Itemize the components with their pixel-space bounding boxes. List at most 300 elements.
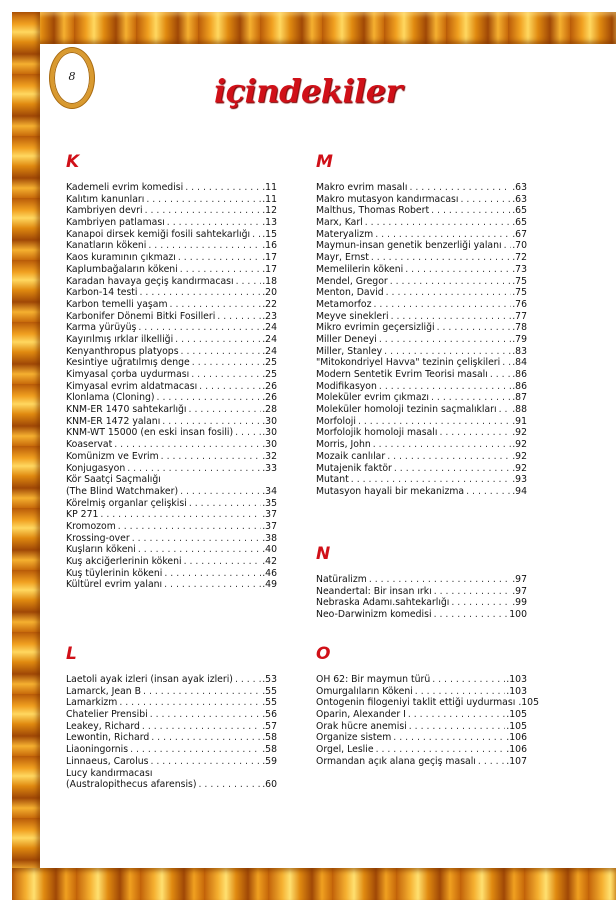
dot-leader: [386, 287, 512, 299]
index-entry: [316, 709, 527, 721]
dot-leader: [199, 381, 261, 393]
entry-name: Mozaik canlılar: [316, 450, 386, 462]
entry-name: Kimyasal evrim aldatmacası: [66, 380, 198, 392]
index-entry: [66, 194, 277, 206]
entry-page: .16: [262, 240, 277, 252]
dot-leader: [431, 205, 511, 217]
index-section-m: [316, 152, 527, 498]
index-entry: [66, 381, 277, 393]
entry-name: Moleküler homoloji tezinin saçmalıkları: [316, 404, 497, 416]
entry-name: Kuş akciğerlerinin kökeni: [66, 556, 182, 567]
entry-page: .28: [262, 404, 277, 416]
entry-name: Lamarkizm: [66, 697, 118, 709]
entry-name: Kimyasal çorba uydurması: [66, 369, 190, 380]
index-entry: [66, 756, 277, 768]
index-entry: [66, 205, 277, 217]
entry-page: .13: [262, 217, 277, 229]
entry-name: OH 62: Bir maymun türü: [316, 674, 431, 685]
index-entry: [316, 299, 527, 311]
index-entry: [66, 721, 277, 733]
entry-name: Morfolojik homoloji masalı: [316, 427, 438, 439]
entry-name: Kenyanthropus platyops: [66, 345, 179, 357]
index-entry: [316, 194, 527, 206]
decorative-frame-left: [12, 12, 40, 900]
index-entry: [66, 264, 277, 276]
dot-leader: [142, 721, 261, 733]
index-entry: [66, 533, 277, 545]
dot-leader: [376, 744, 506, 756]
entry-name: Koaservat: [66, 439, 113, 451]
index-entry: [316, 586, 527, 598]
dot-leader: [151, 732, 261, 744]
entry-page: .76: [512, 298, 527, 310]
entry-page: .86: [512, 380, 527, 392]
page-title: içindekiler: [214, 72, 402, 110]
page-number: 8: [68, 70, 76, 83]
dot-leader: [138, 322, 261, 334]
dot-leader: [164, 568, 261, 580]
index-entry: [316, 439, 527, 451]
dot-leader: [191, 369, 261, 381]
entry-name: KNM-ER 1470 sahtekarlığı: [66, 404, 187, 416]
entry-page: .97: [512, 574, 527, 585]
dot-leader: [387, 451, 511, 463]
entry-page: .37: [262, 520, 277, 532]
entry-name: KNM-ER 1472 yalanı: [66, 415, 161, 427]
index-entry: [316, 217, 527, 229]
entry-page: .26: [262, 380, 277, 392]
entry-name: Kesintiye uğratılmış denge: [66, 357, 190, 369]
entry-name: Komünizm ve Evrim: [66, 450, 159, 462]
index-section-o: [316, 644, 540, 768]
dot-leader: [466, 486, 511, 498]
entry-page: .83: [512, 345, 527, 357]
dot-leader: [192, 357, 261, 369]
entry-name: Klonlama (Cloning): [66, 392, 155, 404]
dot-leader: [409, 182, 511, 194]
dot-leader: [180, 486, 261, 498]
index-entry: [316, 334, 527, 346]
dot-leader: [175, 334, 261, 346]
entry-name: Meyve sinekleri: [316, 310, 389, 322]
dot-leader: [127, 463, 261, 475]
dot-leader: [189, 404, 262, 416]
entry-page: .65: [512, 217, 527, 229]
entry-name: Lamarck, Jean B: [66, 685, 142, 697]
entry-page: .103: [506, 674, 527, 685]
dot-leader: [504, 240, 512, 252]
entry-page: .11: [262, 182, 277, 193]
dot-leader: [439, 427, 511, 439]
index-entry: [66, 252, 277, 264]
entry-page: .17: [262, 263, 277, 275]
entry-name: Kanapoi dirsek kemiği fosili sahtekarlığı: [66, 228, 251, 240]
dot-leader: [146, 194, 261, 206]
index-entry: [66, 709, 277, 721]
entry-page: .24: [262, 333, 277, 345]
entry-page: .12: [262, 205, 277, 217]
entry-page: .92: [512, 462, 527, 474]
index-entry: [66, 509, 277, 521]
entry-page: .59: [262, 755, 277, 767]
entry-name: (Australopithecus afarensis): [66, 779, 197, 791]
dot-leader: [184, 556, 262, 568]
index-entry: [66, 579, 277, 591]
dot-leader: [390, 276, 512, 288]
entry-name: Omurgalıların Kökeni: [316, 685, 413, 697]
dot-leader: [100, 509, 261, 521]
dot-leader: [167, 217, 261, 229]
dot-leader: [199, 779, 262, 791]
entry-name: Miller Deneyi: [316, 333, 377, 345]
entry-name: Modifikasyon: [316, 380, 377, 392]
dot-leader: [252, 229, 261, 241]
entry-page: .49: [262, 579, 277, 591]
entry-page: .106: [506, 744, 527, 756]
index-entry: [66, 463, 277, 475]
index-entry: [316, 229, 527, 241]
entry-name: Orak hücre anemisi: [316, 720, 407, 732]
entry-name: Kuş tüylerinin kökeni: [66, 567, 163, 579]
index-entry: [66, 427, 277, 439]
dot-leader: [150, 709, 262, 721]
entry-page: .53: [262, 674, 277, 685]
entry-page: .92: [512, 450, 527, 462]
dot-leader: [119, 697, 261, 709]
entry-name: (The Blind Watchmaker): [66, 485, 179, 497]
entry-page: .11: [262, 193, 277, 205]
entry-name: Kayırılmış ırklar ilkelliği: [66, 333, 174, 345]
entry-name: Mutajenik faktör: [316, 462, 392, 474]
entry-name: Lewontin, Richard: [66, 732, 150, 744]
index-entry: [66, 217, 277, 229]
dot-leader: [235, 427, 261, 439]
dot-leader: [437, 322, 512, 334]
index-entry: [316, 463, 527, 475]
entry-name: Chatelier Prensibi: [66, 709, 148, 721]
index-entry: [66, 768, 277, 780]
entry-page: .58: [262, 744, 277, 756]
entry-name: Mikro evrimin geçersizliği: [316, 322, 435, 334]
entry-page: .30: [262, 439, 277, 451]
entry-name: Kambriyen devri: [66, 205, 143, 217]
entry-page: .92: [512, 439, 527, 451]
entry-name: Mendel, Gregor: [316, 275, 388, 287]
index-entry: [66, 556, 277, 568]
entry-page: .56: [262, 709, 277, 721]
entry-name: Kaplumbağaların kökeni: [66, 263, 178, 275]
entry-name: Krossing-over: [66, 532, 130, 544]
index-entry: [66, 240, 277, 252]
index-entry: [66, 568, 277, 580]
dot-leader: [408, 709, 505, 721]
entry-name: Kültürel evrim yalanı: [66, 579, 163, 591]
index-entry: [316, 357, 527, 369]
dot-leader: [391, 311, 512, 323]
index-entry: [316, 416, 527, 428]
index-entry: [66, 486, 277, 498]
entry-name: Modern Sentetik Evrim Teorisi masalı: [316, 369, 488, 380]
index-entry: [316, 427, 527, 439]
dot-leader: [132, 533, 261, 545]
entry-page: .91: [512, 415, 527, 427]
index-section-n: [316, 544, 527, 621]
entry-page: .35: [262, 497, 277, 509]
index-entry: [66, 357, 277, 369]
entry-page: .22: [262, 298, 277, 310]
entry-page: .67: [512, 228, 527, 240]
entry-page: .23: [262, 310, 277, 322]
dot-leader: [235, 674, 261, 686]
dot-leader: [409, 721, 506, 733]
entry-name: Morris, John: [316, 439, 371, 451]
entry-page: .75: [512, 275, 527, 287]
entry-page: .105: [506, 720, 527, 732]
dot-leader: [185, 182, 261, 194]
dot-leader: [499, 404, 512, 416]
dot-leader: [170, 299, 262, 311]
entry-page: .32: [262, 450, 277, 462]
entry-page: .37: [262, 509, 277, 521]
entry-name: Materyalizm: [316, 228, 374, 240]
dot-leader: [490, 369, 511, 381]
entry-page: .86: [512, 369, 527, 380]
dot-leader: [145, 205, 262, 217]
entry-page: .17: [262, 252, 277, 264]
index-entry: [316, 287, 527, 299]
entry-page: .103: [506, 685, 527, 697]
entry-page: .70: [512, 240, 527, 252]
entry-page: .15: [262, 228, 277, 240]
dot-leader: [114, 439, 261, 451]
index-entry: [66, 732, 277, 744]
entry-name: Kaos kuramının çıkmazı: [66, 252, 176, 264]
entry-name: Körelmiş organlar çelişkisi: [66, 497, 187, 509]
entry-page: .25: [262, 357, 277, 369]
entry-name: Lucy kandırmacası: [66, 767, 153, 779]
index-entry: [66, 299, 277, 311]
index-entry: [316, 369, 527, 381]
entry-name: Karma yürüyüş: [66, 322, 137, 334]
entry-name: Mutasyon hayali bir mekanizma: [316, 485, 465, 497]
dot-leader: [374, 299, 512, 311]
index-entry: [66, 416, 277, 428]
entry-name: Karbon temelli yaşam: [66, 298, 168, 310]
entry-name: Organize sistem: [316, 732, 392, 744]
index-entry: [66, 229, 277, 241]
dot-leader: [434, 609, 509, 621]
entry-page: .58: [262, 732, 277, 744]
entry-page: .99: [512, 597, 527, 609]
index-entry: [316, 240, 527, 252]
dot-leader: [143, 686, 261, 698]
index-entry: [66, 744, 277, 756]
entry-name: Mayr, Ernst: [316, 252, 369, 264]
entry-name: Liaoningornis: [66, 744, 129, 756]
dot-leader: [431, 392, 511, 404]
entry-name: Oparin, Alexander I: [316, 709, 406, 721]
dot-leader: [415, 686, 506, 698]
entry-page: .84: [512, 357, 527, 369]
index-entry: [66, 392, 277, 404]
index-entry: [66, 311, 277, 323]
index-entry: [316, 381, 527, 393]
index-entry: [66, 276, 277, 288]
dot-leader: [138, 544, 261, 556]
entry-page: .72: [512, 252, 527, 264]
entry-name: Kademeli evrim komedisi: [66, 182, 184, 193]
section-letter: L: [66, 644, 77, 664]
dot-leader: [180, 264, 261, 276]
index-entry: [316, 486, 527, 498]
dot-leader: [217, 311, 261, 323]
index-entry: [66, 439, 277, 451]
entry-name: Neo-Darwinizm komedisi: [316, 609, 432, 621]
index-entry: [66, 498, 277, 510]
entry-page: .87: [512, 392, 527, 404]
index-entry: [316, 264, 527, 276]
index-entry: [66, 451, 277, 463]
index-entry: [316, 205, 527, 217]
index-entry: [316, 697, 540, 709]
dot-leader: [373, 439, 511, 451]
index-entry: [316, 346, 527, 358]
index-entry: [316, 732, 527, 744]
dot-leader: [393, 732, 505, 744]
entry-name: KNM-WT 15000 (en eski insan fosili): [66, 427, 234, 439]
dot-leader: [434, 586, 512, 598]
entry-page: .55: [262, 697, 277, 709]
entry-page: .46: [262, 567, 277, 579]
index-entry: [66, 369, 277, 381]
decorative-frame-bottom: [12, 868, 616, 900]
index-entry: [66, 686, 277, 698]
entry-page: .60: [262, 779, 277, 791]
index-section-l: [66, 644, 277, 791]
entry-page: .30: [262, 427, 277, 439]
index-entry: [66, 346, 277, 358]
index-section-k: [66, 152, 277, 591]
dot-leader: [432, 674, 505, 686]
index-entry: [316, 474, 527, 486]
dot-leader: [236, 276, 262, 288]
index-entry: [66, 697, 277, 709]
entry-name: Kromozom: [66, 520, 116, 532]
dot-leader: [451, 597, 511, 609]
dot-leader: [178, 252, 261, 264]
entry-name: Kanatların kökeni: [66, 240, 147, 252]
dot-leader: [130, 744, 261, 756]
dot-leader: [358, 416, 511, 428]
entry-name: Maymun-insan genetik benzerliği yalanı: [316, 240, 502, 252]
entry-name: Leakey, Richard: [66, 720, 140, 732]
entry-name: Kuşların kökeni: [66, 544, 136, 556]
index-entry: [316, 392, 527, 404]
index-entry: [316, 574, 527, 586]
index-entry: [316, 674, 527, 686]
dot-leader: [118, 521, 261, 533]
entry-page: .75: [512, 287, 527, 299]
entry-page: .106: [506, 732, 527, 744]
entry-name: Ormandan açık alana geçiş masalı: [316, 755, 476, 767]
index-entry: [316, 182, 527, 194]
entry-name: Ontogenin filogeniyi taklit ettiği uydurması: [316, 697, 516, 709]
index-entry: [316, 322, 527, 334]
dot-leader: [405, 264, 511, 276]
entry-page: .65: [512, 205, 527, 217]
entry-name: Neandertal: Bir insan ırkı: [316, 585, 432, 597]
dot-leader: [379, 381, 511, 393]
entry-name: Morfoloji: [316, 415, 356, 427]
entry-name: Makro mutasyon kandırmacası: [316, 193, 459, 205]
entry-page: .105: [506, 709, 527, 721]
dot-leader: [161, 451, 262, 463]
entry-name: Malthus, Thomas Robert: [316, 205, 430, 217]
index-entry: [66, 334, 277, 346]
entry-name: Makro evrim masalı: [316, 182, 408, 193]
index-entry: [316, 252, 527, 264]
entry-page: .38: [262, 532, 277, 544]
entry-page: .94: [512, 485, 527, 497]
entry-page: 100: [509, 609, 527, 621]
entry-page: .73: [512, 263, 527, 275]
index-entry: [66, 474, 277, 486]
section-letter: M: [316, 152, 333, 172]
entry-page: .30: [262, 415, 277, 427]
entry-name: Kör Saatçi Saçmalığı: [66, 474, 161, 486]
dot-leader: [502, 357, 511, 369]
dot-leader: [384, 346, 511, 358]
dot-leader: [189, 498, 261, 510]
entry-name: Marx, Karl: [316, 217, 363, 229]
entry-name: Kambriyen patlaması: [66, 217, 165, 229]
entry-name: KP 271: [66, 509, 99, 521]
section-letter: O: [316, 644, 331, 664]
index-entry: [66, 674, 277, 686]
entry-page: .79: [512, 333, 527, 345]
dot-leader: [148, 240, 261, 252]
entry-page: .33: [262, 462, 277, 474]
entry-page: .97: [512, 585, 527, 597]
index-entry: [316, 721, 527, 733]
dot-leader: [157, 392, 262, 404]
entry-name: Karadan havaya geçiş kandırmacası: [66, 275, 234, 287]
dot-leader: [162, 416, 261, 428]
index-entry: [66, 287, 277, 299]
dot-leader: [460, 194, 511, 206]
entry-name: Miller, Stanley: [316, 345, 383, 357]
entry-name: Metamorfoz: [316, 298, 372, 310]
dot-leader: [394, 463, 511, 475]
entry-page: .55: [262, 685, 277, 697]
entry-page: .26: [262, 392, 277, 404]
entry-page: .93: [512, 474, 527, 486]
entry-name: Moleküler evrim çıkmazı: [316, 392, 430, 404]
dot-leader: [371, 252, 511, 264]
entry-name: Kalıtım kanunları: [66, 193, 145, 205]
dot-leader: [379, 334, 511, 346]
entry-page: .63: [512, 182, 527, 193]
entry-page: .78: [512, 322, 527, 334]
entry-page: .77: [512, 310, 527, 322]
entry-page: .20: [262, 287, 277, 299]
entry-name: Nebraska Adamı.sahtekarlığı: [316, 597, 450, 609]
entry-name: Menton, David: [316, 287, 384, 299]
dot-leader: [351, 474, 511, 486]
index-entry: [66, 182, 277, 194]
entry-name: Konjugasyon: [66, 462, 126, 474]
index-entry: [316, 597, 527, 609]
